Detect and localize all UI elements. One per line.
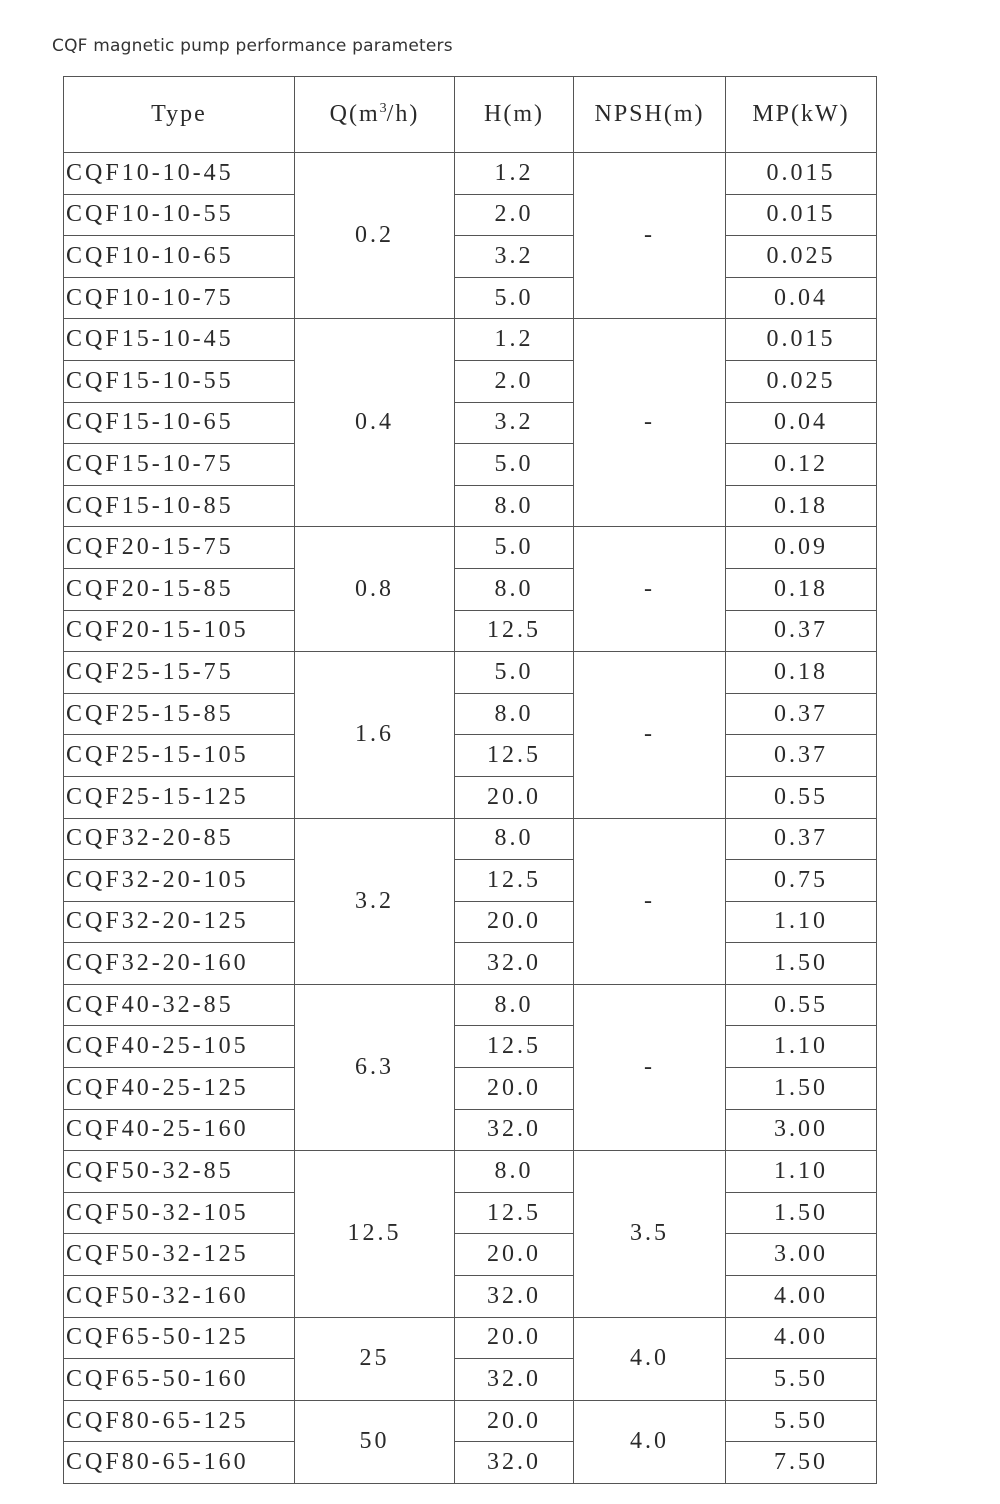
type-cell: CQF80-65-125	[64, 1400, 295, 1442]
head-cell: 20.0	[455, 1317, 574, 1359]
flow-cell: 0.4	[295, 319, 455, 527]
type-cell: CQF50-32-85	[64, 1151, 295, 1193]
motor-power-cell: 1.50	[726, 1192, 877, 1234]
table-row	[64, 360, 877, 402]
head-cell: 12.5	[455, 735, 574, 777]
table-row	[64, 610, 877, 652]
type-cell: CQF25-15-125	[64, 776, 295, 818]
motor-power-cell: 0.015	[726, 194, 877, 236]
table-row	[64, 1442, 877, 1484]
motor-power-cell: 0.37	[726, 818, 877, 860]
flow-cell: 0.2	[295, 153, 455, 319]
head-cell: 8.0	[455, 693, 574, 735]
motor-power-cell: 1.50	[726, 1068, 877, 1110]
table-row	[64, 1109, 877, 1151]
type-cell: CQF32-20-105	[64, 860, 295, 902]
flow-cell: 50	[295, 1400, 455, 1483]
npsh-cell: -	[574, 818, 726, 984]
type-cell: CQF80-65-160	[64, 1442, 295, 1484]
head-cell: 32.0	[455, 1442, 574, 1484]
motor-power-cell: 3.00	[726, 1109, 877, 1151]
npsh-cell: -	[574, 984, 726, 1150]
motor-power-cell: 4.00	[726, 1276, 877, 1318]
header-type: Type	[64, 77, 295, 153]
type-cell: CQF32-20-85	[64, 818, 295, 860]
flow-cell: 1.6	[295, 652, 455, 818]
head-cell: 20.0	[455, 1234, 574, 1276]
npsh-cell: -	[574, 527, 726, 652]
motor-power-cell: 1.50	[726, 943, 877, 985]
motor-power-cell: 4.00	[726, 1317, 877, 1359]
type-cell: CQF65-50-160	[64, 1359, 295, 1401]
type-cell: CQF15-10-75	[64, 444, 295, 486]
header-motor-power: MP(kW)	[726, 77, 877, 153]
table-header	[64, 77, 877, 153]
head-cell: 20.0	[455, 776, 574, 818]
table-row	[64, 818, 877, 860]
type-cell: CQF32-20-160	[64, 943, 295, 985]
head-cell: 32.0	[455, 1276, 574, 1318]
motor-power-cell: 0.12	[726, 444, 877, 486]
head-cell: 3.2	[455, 236, 574, 278]
type-cell: CQF65-50-125	[64, 1317, 295, 1359]
type-cell: CQF25-15-85	[64, 693, 295, 735]
head-cell: 1.2	[455, 153, 574, 195]
table-row	[64, 1400, 877, 1442]
motor-power-cell: 1.10	[726, 1151, 877, 1193]
type-cell: CQF50-32-105	[64, 1192, 295, 1234]
head-cell: 32.0	[455, 1359, 574, 1401]
head-cell: 3.2	[455, 402, 574, 444]
type-cell: CQF40-25-125	[64, 1068, 295, 1110]
flow-cell: 12.5	[295, 1151, 455, 1317]
motor-power-cell: 0.04	[726, 277, 877, 319]
type-cell: CQF10-10-65	[64, 236, 295, 278]
motor-power-cell: 0.015	[726, 153, 877, 195]
npsh-cell: 3.5	[574, 1151, 726, 1317]
npsh-cell: -	[574, 652, 726, 818]
header-flow-suffix: /h)	[386, 101, 420, 127]
type-cell: CQF40-32-85	[64, 984, 295, 1026]
motor-power-cell: 5.50	[726, 1359, 877, 1401]
motor-power-cell: 0.37	[726, 693, 877, 735]
table-row	[64, 943, 877, 985]
head-cell: 12.5	[455, 610, 574, 652]
header-flow-sup: 3	[379, 101, 387, 116]
motor-power-cell: 0.75	[726, 860, 877, 902]
head-cell: 2.0	[455, 360, 574, 402]
type-cell: CQF10-10-45	[64, 153, 295, 195]
table-row	[64, 194, 877, 236]
table-row	[64, 1359, 877, 1401]
head-cell: 32.0	[455, 943, 574, 985]
head-cell: 20.0	[455, 901, 574, 943]
table-row	[64, 485, 877, 527]
npsh-cell: -	[574, 153, 726, 319]
head-cell: 8.0	[455, 984, 574, 1026]
table-row	[64, 1068, 877, 1110]
motor-power-cell: 0.55	[726, 984, 877, 1026]
head-cell: 8.0	[455, 568, 574, 610]
page-title: CQF magnetic pump performance parameters	[52, 36, 453, 56]
head-cell: 32.0	[455, 1109, 574, 1151]
table-row	[64, 1192, 877, 1234]
table-row	[64, 319, 877, 361]
motor-power-cell: 0.04	[726, 402, 877, 444]
header-npsh: NPSH(m)	[574, 77, 726, 153]
table-row	[64, 568, 877, 610]
motor-power-cell: 0.18	[726, 485, 877, 527]
table-row	[64, 153, 877, 195]
type-cell: CQF50-32-125	[64, 1234, 295, 1276]
head-cell: 8.0	[455, 818, 574, 860]
table-row	[64, 735, 877, 777]
table-row	[64, 776, 877, 818]
head-cell: 12.5	[455, 1192, 574, 1234]
type-cell: CQF15-10-45	[64, 319, 295, 361]
head-cell: 20.0	[455, 1068, 574, 1110]
head-cell: 5.0	[455, 652, 574, 694]
table-row	[64, 1234, 877, 1276]
head-cell: 12.5	[455, 1026, 574, 1068]
table-row	[64, 444, 877, 486]
npsh-cell: -	[574, 319, 726, 527]
table-row	[64, 236, 877, 278]
table-row	[64, 1317, 877, 1359]
type-cell: CQF10-10-75	[64, 277, 295, 319]
table-row	[64, 984, 877, 1026]
table-row	[64, 652, 877, 694]
type-cell: CQF25-15-105	[64, 735, 295, 777]
performance-table	[63, 76, 877, 1484]
flow-cell: 3.2	[295, 818, 455, 984]
head-cell: 20.0	[455, 1400, 574, 1442]
table-row	[64, 860, 877, 902]
head-cell: 5.0	[455, 444, 574, 486]
table-row	[64, 901, 877, 943]
type-cell: CQF20-15-75	[64, 527, 295, 569]
flow-cell: 6.3	[295, 984, 455, 1150]
type-cell: CQF10-10-55	[64, 194, 295, 236]
npsh-cell: 4.0	[574, 1317, 726, 1400]
type-cell: CQF15-10-65	[64, 402, 295, 444]
motor-power-cell: 0.025	[726, 236, 877, 278]
motor-power-cell: 0.025	[726, 360, 877, 402]
header-head: H(m)	[455, 77, 574, 153]
motor-power-cell: 1.10	[726, 901, 877, 943]
head-cell: 2.0	[455, 194, 574, 236]
table-body	[64, 153, 877, 1484]
type-cell: CQF40-25-105	[64, 1026, 295, 1068]
table-row	[64, 1276, 877, 1318]
motor-power-cell: 7.50	[726, 1442, 877, 1484]
motor-power-cell: 0.015	[726, 319, 877, 361]
table-row	[64, 277, 877, 319]
type-cell: CQF50-32-160	[64, 1276, 295, 1318]
flow-cell: 25	[295, 1317, 455, 1400]
type-cell: CQF20-15-85	[64, 568, 295, 610]
type-cell: CQF15-10-85	[64, 485, 295, 527]
table-row	[64, 527, 877, 569]
head-cell: 12.5	[455, 860, 574, 902]
motor-power-cell: 0.37	[726, 735, 877, 777]
table-row	[64, 693, 877, 735]
motor-power-cell: 0.09	[726, 527, 877, 569]
type-cell: CQF32-20-125	[64, 901, 295, 943]
flow-cell: 0.8	[295, 527, 455, 652]
head-cell: 1.2	[455, 319, 574, 361]
type-cell: CQF15-10-55	[64, 360, 295, 402]
head-cell: 5.0	[455, 277, 574, 319]
npsh-cell: 4.0	[574, 1400, 726, 1483]
motor-power-cell: 0.18	[726, 568, 877, 610]
header-flow	[295, 77, 455, 153]
head-cell: 5.0	[455, 527, 574, 569]
type-cell: CQF40-25-160	[64, 1109, 295, 1151]
motor-power-cell: 1.10	[726, 1026, 877, 1068]
motor-power-cell: 0.37	[726, 610, 877, 652]
motor-power-cell: 5.50	[726, 1400, 877, 1442]
motor-power-cell: 3.00	[726, 1234, 877, 1276]
head-cell: 8.0	[455, 1151, 574, 1193]
type-cell: CQF20-15-105	[64, 610, 295, 652]
table-row	[64, 1151, 877, 1193]
motor-power-cell: 0.55	[726, 776, 877, 818]
header-row	[64, 77, 877, 153]
header-flow-prefix: Q(m	[329, 101, 380, 127]
head-cell: 8.0	[455, 485, 574, 527]
motor-power-cell: 0.18	[726, 652, 877, 694]
table-row	[64, 1026, 877, 1068]
type-cell: CQF25-15-75	[64, 652, 295, 694]
table-row	[64, 402, 877, 444]
